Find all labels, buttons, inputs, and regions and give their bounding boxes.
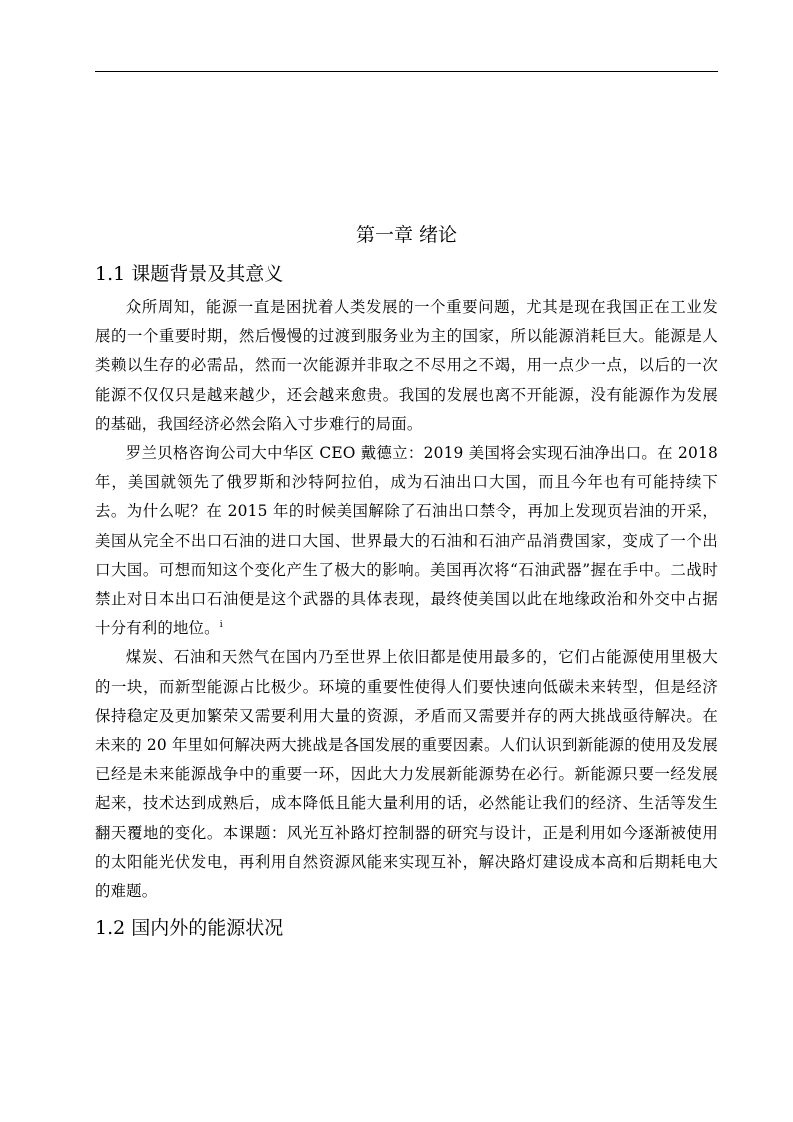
- page-body: [95, 215, 718, 947]
- header-rule: [95, 71, 718, 72]
- section-heading-1-2: 1.2 国内外的能源状况: [95, 917, 284, 940]
- chapter-title: 第一章 绪论: [355, 224, 458, 246]
- footnote-mark[interactable]: i: [219, 620, 223, 631]
- section-heading-1-1: 1.1 课题背景及其意义: [95, 263, 284, 285]
- paragraph-2: [95, 439, 718, 643]
- paragraph-3: 煤炭、石油和天然气在国内乃至世界上依旧都是使用最多的，它们占能源使用里极大的一块，而新型能源占比极少。环境的重要性使得人们要快速向低碳未来转型，但是经济保持稳定及更加繁荣又需要利用大量的资源，矛盾而又需要并存的两大挑战亟待解决。在未来的 20 年里如何解决两大挑战是各国发展的重要因素。人们认识到新能源的使用及发展已经是未来能源战争中的重要一环，因此大力发展新能源势在必行。新能源只要一经发展起来，技术达到成熟后，成本降低且能大量利用的话，必然能让我们的经济、生活等发生翻天覆地的变化。本课题：风光互补路灯控制器的研究与设计，正是利用如今逐渐被使用的太阳能光伏发电，再利用自然资源风能来实现互补，解决路灯建设成本高和后期耗电大的难题。: [95, 648, 718, 901]
- paragraph-2-text: 罗兰贝格咨询公司大中华区 CEO 戴德立：2019 美国将会实现石油净出口。在 2018 年，美国就领先了俄罗斯和沙特阿拉伯，成为石油出口大国，而且今年也有可能持续下去。为什么呢？在 2015 年的时候美国解除了石油出口禁令，再加上发现页岩油的开采，美国从完全不出口石油的进口大国、世界最大的石油和石油产品消费国家，变成了一个出口大国。可想而知这个变化产生了极大的影响。美国再次将“石油武器”握在手中。二战时禁止对日本出口石油便是这个武器的具体表现，最终使美国以此在地缘政治和外交中占据十分有利的地位。: [95, 444, 718, 638]
- paragraph-1: 众所周知，能源一直是困扰着人类发展的一个重要问题，尤其是现在我国正在工业发展的一个重要时期，然后慢慢的过渡到服务业为主的国家，所以能源消耗巨大。能源是人类赖以生存的必需品，然而一次能源并非取之不尽用之不竭，用一点少一点，以后的一次能源不仅仅只是越来越少，还会越来愈贵。我国的发展也离不开能源，没有能源作为发展的基础，我国经济必然会陷入寸步难行的局面。: [95, 298, 718, 433]
